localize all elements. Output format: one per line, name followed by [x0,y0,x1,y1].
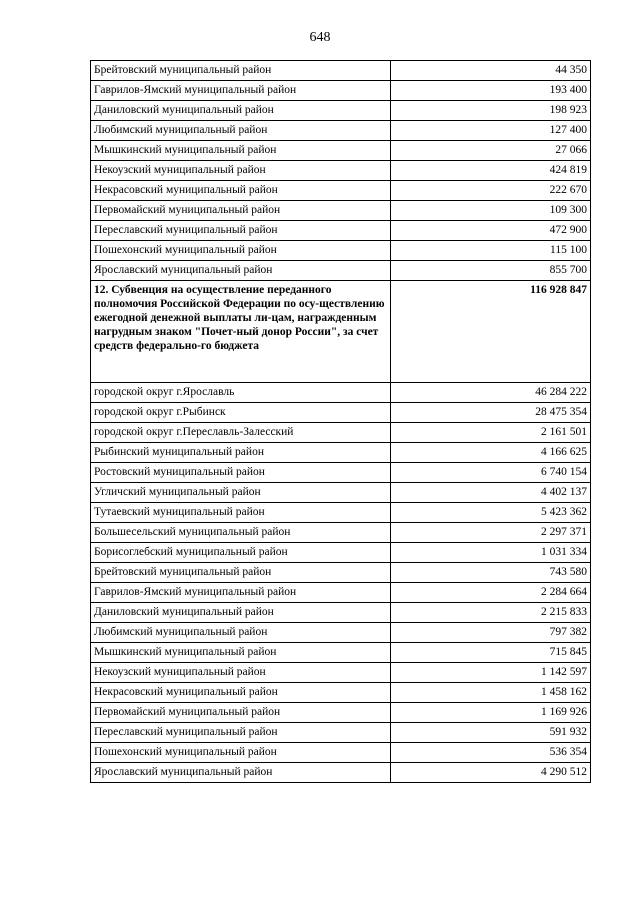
section-total-amount: 116 928 847 [391,281,591,383]
table-row [91,683,591,703]
amount-value: 2 297 371 [391,523,591,543]
amount-value: 2 284 664 [391,583,591,603]
amount-value: 591 932 [391,723,591,743]
amount-value: 1 458 162 [391,683,591,703]
district-name: Брейтовский муниципальный район [91,563,391,583]
district-name: городской округ г.Переславль-Залесский [91,423,391,443]
district-name: Рыбинский муниципальный район [91,443,391,463]
table-row [91,643,591,663]
district-name: Некрасовский муниципальный район [91,683,391,703]
amount-value: 4 166 625 [391,443,591,463]
district-name: Любимский муниципальный район [91,121,391,141]
district-name: Переславский муниципальный район [91,221,391,241]
table-row [91,241,591,261]
district-name: Некоузский муниципальный район [91,161,391,181]
table-row [91,703,591,723]
district-name: Даниловский муниципальный район [91,603,391,623]
table-row [91,383,591,403]
amount-value: 472 900 [391,221,591,241]
table-row [91,603,591,623]
district-name: Даниловский муниципальный район [91,101,391,121]
district-name: Угличский муниципальный район [91,483,391,503]
district-name: Мышкинский муниципальный район [91,141,391,161]
district-name: Некоузский муниципальный район [91,663,391,683]
amount-value: 5 423 362 [391,503,591,523]
amount-value: 27 066 [391,141,591,161]
district-name: Любимский муниципальный район [91,623,391,643]
amount-value: 855 700 [391,261,591,281]
amount-value: 797 382 [391,623,591,643]
table-row [91,663,591,683]
amount-value: 6 740 154 [391,463,591,483]
amount-value: 4 290 512 [391,763,591,783]
amount-value: 715 845 [391,643,591,663]
district-name: городской округ г.Рыбинск [91,403,391,423]
table-row [91,161,591,181]
district-name: Первомайский муниципальный район [91,201,391,221]
amount-value: 109 300 [391,201,591,221]
section-title: 12. Субвенция на осуществление переданного полномочия Российской Федерации по осу-ществлению ежегодной денежной выплаты ли-цам, награжденным нагрудным знаком "Почет-ный донор России", за счет средств федерально-го бюджета [91,281,391,383]
page-number: 648 [309,30,331,45]
amount-value: 193 400 [391,81,591,101]
table-row [91,201,591,221]
amount-value: 46 284 222 [391,383,591,403]
amount-value: 115 100 [391,241,591,261]
table-row [91,181,591,201]
table-row [91,543,591,563]
district-name: Некрасовский муниципальный район [91,181,391,201]
amount-value: 743 580 [391,563,591,583]
table-row [91,121,591,141]
district-name: Мышкинский муниципальный район [91,643,391,663]
budget-table [90,60,591,783]
amount-value: 424 819 [391,161,591,181]
district-name: Ярославский муниципальный район [91,261,391,281]
amount-value: 127 400 [391,121,591,141]
district-name: Ярославский муниципальный район [91,763,391,783]
amount-value: 44 350 [391,61,591,81]
district-name: Переславский муниципальный район [91,723,391,743]
district-name: городской округ г.Ярославль [91,383,391,403]
table-row [91,623,591,643]
district-name: Ростовский муниципальный район [91,463,391,483]
table-row [91,763,591,783]
table-row [91,483,591,503]
table-row [91,221,591,241]
district-name: Брейтовский муниципальный район [91,61,391,81]
table-row [91,61,591,81]
district-name: Гаврилов-Ямский муниципальный район [91,81,391,101]
section-header-row [91,281,591,383]
amount-value: 2 161 501 [391,423,591,443]
table-row [91,743,591,763]
table-row [91,723,591,743]
amount-value: 4 402 137 [391,483,591,503]
district-name: Пошехонский муниципальный район [91,743,391,763]
amount-value: 1 031 334 [391,543,591,563]
table-row [91,403,591,423]
district-name: Первомайский муниципальный район [91,703,391,723]
table-row [91,443,591,463]
table-row [91,261,591,281]
table-row [91,523,591,543]
table-row [91,583,591,603]
table-row [91,423,591,443]
amount-value: 2 215 833 [391,603,591,623]
table-body [91,61,591,783]
amount-value: 222 670 [391,181,591,201]
amount-value: 536 354 [391,743,591,763]
table-row [91,463,591,483]
district-name: Большесельский муниципальный район [91,523,391,543]
amount-value: 1 169 926 [391,703,591,723]
table-row [91,563,591,583]
table-row [91,141,591,161]
amount-value: 28 475 354 [391,403,591,423]
amount-value: 1 142 597 [391,663,591,683]
district-name: Тутаевский муниципальный район [91,503,391,523]
district-name: Гаврилов-Ямский муниципальный район [91,583,391,603]
table-row [91,81,591,101]
district-name: Пошехонский муниципальный район [91,241,391,261]
table-row [91,101,591,121]
amount-value: 198 923 [391,101,591,121]
district-name: Борисоглебский муниципальный район [91,543,391,563]
table-row [91,503,591,523]
